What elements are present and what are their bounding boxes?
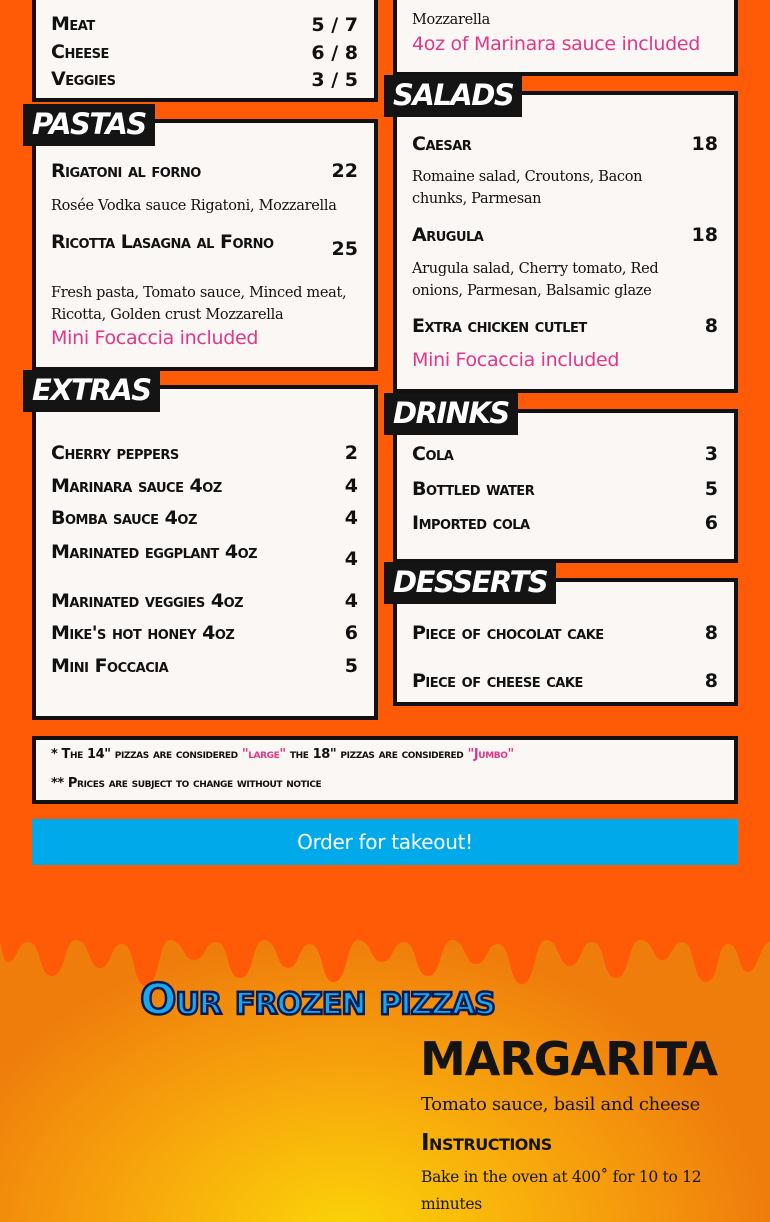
menu-item-name: Cherry peppers — [51, 442, 179, 464]
menu-item-price: 6 — [704, 512, 718, 534]
menu-item-price: 5 — [704, 478, 718, 500]
size-note-text: * The 14" pizzas are considered — [51, 747, 242, 762]
menu-item-name: Marinara sauce 4oz — [51, 475, 222, 497]
menu-item-price: 2 — [344, 442, 358, 464]
salads-box — [393, 91, 738, 393]
menu-item-name: Caesar — [412, 133, 472, 155]
menu-item-name: Mini Foccacia — [51, 655, 169, 677]
menu-item-name: Rigatoni al forno — [51, 160, 201, 182]
menu-item-price: 4 — [344, 475, 358, 497]
extras-box — [32, 385, 378, 720]
menu-item-price: 8 — [704, 670, 718, 692]
menu-item-name: Imported cola — [412, 512, 530, 534]
instructions-title: Instructions — [421, 1130, 552, 1156]
menu-item-desc: Fresh pasta, Tomato sauce, Minced meat, Ricotta, Golden crust Mozzarella — [51, 285, 347, 323]
menu-item-price: 6 / 8 — [311, 42, 358, 64]
menu-item-price: 18 — [691, 133, 718, 155]
section-label-extras: EXTRAS — [23, 370, 160, 412]
menu-item-desc: Romaine salad, Croutons, Bacon chunks, Parmesan — [412, 169, 643, 207]
menu-item-price: 18 — [691, 224, 718, 246]
menu-item-name: Bomba sauce 4oz — [51, 507, 197, 529]
menu-item-price: 25 — [331, 238, 358, 260]
pastas-box — [32, 119, 378, 371]
included-note: Mini Focaccia included — [412, 349, 620, 371]
section-label-desserts: DESSERTS — [384, 562, 556, 604]
pizza-name: MARGARITA — [420, 1032, 718, 1086]
menu-item-price: 3 — [704, 443, 718, 465]
menu-item-name: Meat — [51, 13, 95, 35]
menu-item-price: 8 — [704, 622, 718, 644]
menu-item-price: 4 — [344, 507, 358, 529]
menu-item-name: Cola — [412, 443, 454, 465]
menu-item-desc: Rosée Vodka sauce Rigatoni, Mozzarella — [51, 198, 337, 214]
menu-item-price: 5 — [344, 655, 358, 677]
size-large: "large" — [241, 747, 286, 762]
menu-item-price: 5 / 7 — [311, 14, 358, 36]
menu-item-name: Piece of chocolat cake — [412, 622, 604, 644]
pizza-desc: Tomato sauce, basil and cheese — [421, 1094, 700, 1115]
menu-item-name: Arugula — [412, 224, 484, 246]
menu-item-price: 22 — [331, 160, 358, 182]
menu-item-name: Piece of cheese cake — [412, 670, 583, 692]
menu-item-name: Ricotta Lasagna al Forno — [51, 231, 274, 253]
notes-box — [32, 736, 738, 804]
menu-item-price: 4 — [344, 548, 358, 570]
section-label-salads: SALADS — [384, 75, 522, 117]
size-note — [51, 747, 514, 762]
menu-item-name: Mike's hot honey 4oz — [51, 622, 235, 644]
pizza-sizes-box — [32, 0, 378, 102]
menu-item-price: 6 — [344, 622, 358, 644]
instructions-text: Bake in the oven at 400˚ for 10 to 12 minutes — [421, 1168, 702, 1213]
size-jumbo: "Jumbo" — [467, 747, 514, 762]
menu-item-name: Bottled water — [412, 478, 535, 500]
size-note-text: the 18" pizzas are considered — [285, 747, 468, 762]
calzone-box — [393, 0, 738, 76]
menu-item-desc: Mozzarella — [412, 12, 490, 28]
menu-item-price: 8 — [704, 315, 718, 337]
included-note: Mini Focaccia included — [51, 327, 259, 349]
frozen-pizzas-title: Our frozen pizzas — [140, 975, 495, 1025]
order-takeout-button[interactable]: Order for takeout! — [32, 819, 738, 865]
menu-item-name: Marinated eggplant 4oz — [51, 541, 258, 563]
menu-item-name: Marinated veggies 4oz — [51, 590, 244, 612]
included-note: 4oz of Marinara sauce included — [412, 33, 701, 55]
menu-item-price: 3 / 5 — [311, 69, 358, 91]
price-note: ** Prices are subject to change without notice — [51, 776, 322, 791]
menu-item-name: Cheese — [51, 41, 109, 63]
menu-item-price: 4 — [344, 590, 358, 612]
menu-item-name: Extra chicken cutlet — [412, 315, 587, 337]
section-label-drinks: DRINKS — [384, 393, 518, 435]
section-label-pastas: PASTAS — [23, 104, 155, 146]
menu-item-name: Veggies — [51, 68, 116, 90]
menu-item-desc: Arugula salad, Cherry tomato, Red onions, Parmesan, Balsamic glaze — [412, 261, 659, 299]
